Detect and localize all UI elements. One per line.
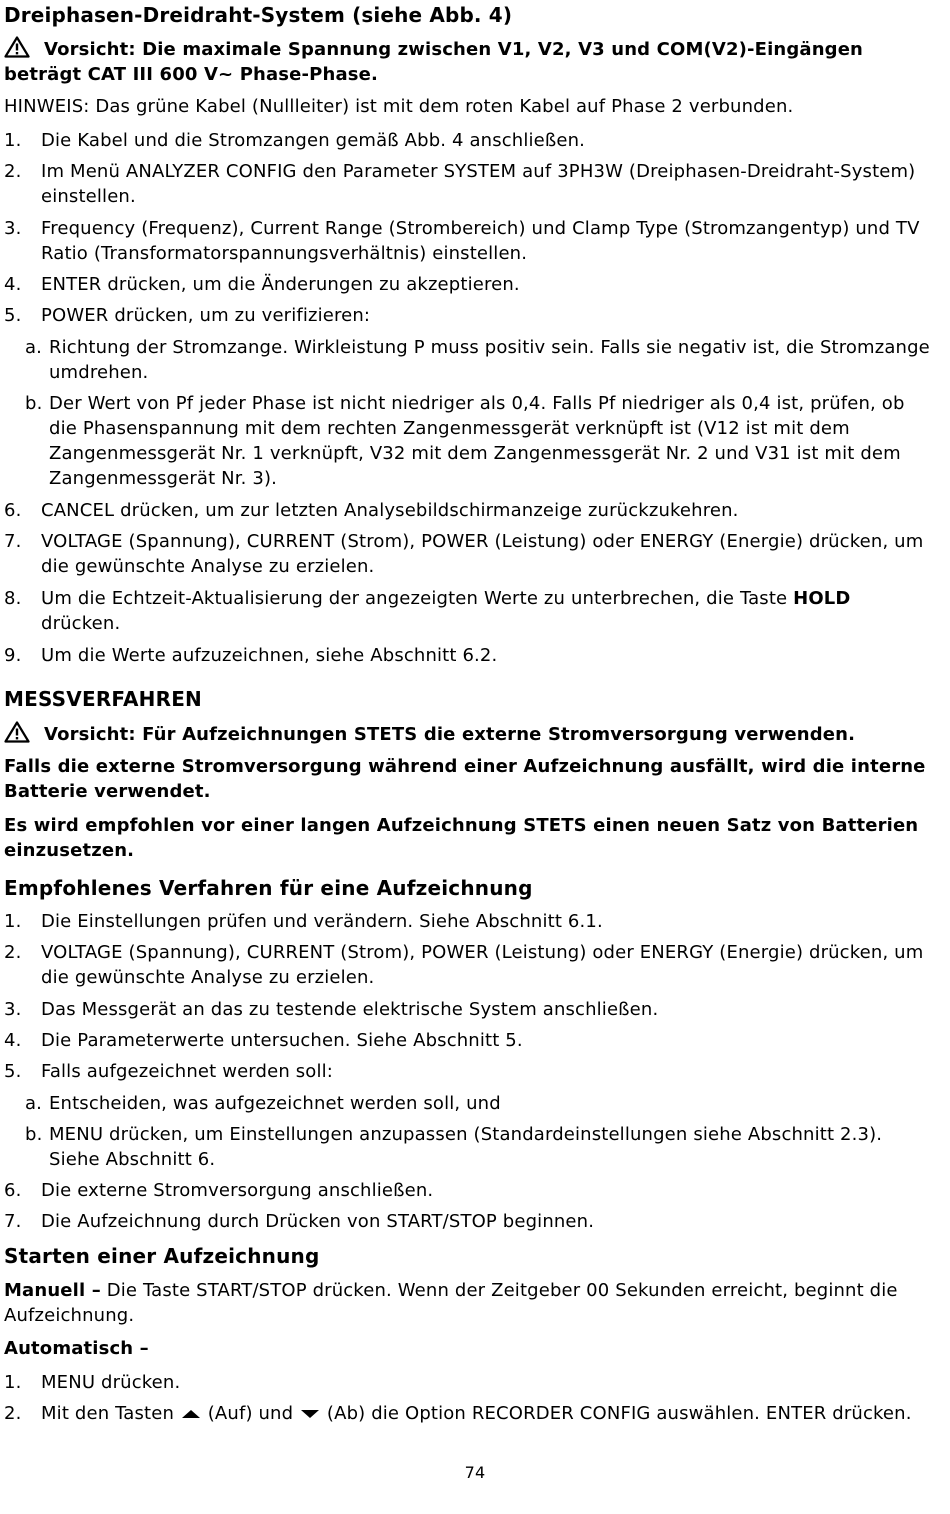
sub-list-item xyxy=(25,1122,934,1172)
sub-list-item xyxy=(25,335,934,385)
bold-paragraph: Falls die externe Stromversorgung während einer Aufzeichnung ausfällt, wird die interne Batterie verwendet. xyxy=(4,756,926,802)
list-number: 6. xyxy=(4,500,22,521)
list-item xyxy=(4,272,934,297)
list-item xyxy=(4,159,934,209)
list-text: Die Parameterwerte untersuchen. Siehe Abschnitt 5. xyxy=(41,1030,523,1051)
section-title: Empfohlenes Verfahren für eine Aufzeichnung xyxy=(4,876,533,900)
list-item xyxy=(4,216,934,266)
list-number: 3. xyxy=(4,218,22,239)
list-number: 1. xyxy=(4,130,22,151)
list-number: 8. xyxy=(4,588,22,609)
list-text: Die Einstellungen prüfen und verändern. Siehe Abschnitt 6.1. xyxy=(41,911,603,932)
list-number: 4. xyxy=(4,274,22,295)
list-text: Um die Werte aufzuzeichnen, siehe Abschnitt 6.2. xyxy=(41,645,498,666)
list-text: Die externe Stromversorgung anschließen. xyxy=(41,1180,434,1201)
list-text: CANCEL drücken, um zur letzten Analysebildschirmanzeige zurückzukehren. xyxy=(41,500,739,521)
list-text: Um die Echtzeit-Aktualisierung der angezeigten Werte zu unterbrechen, die Taste xyxy=(41,588,794,609)
caution-text: Vorsicht: Für Aufzeichnungen STETS die externe Stromversorgung verwenden. xyxy=(44,724,856,745)
list-number: 7. xyxy=(4,531,22,552)
manual-text: Die Taste START/STOP drücken. Wenn der Zeitgeber 00 Sekunden erreicht, beginnt die Aufzeichnung. xyxy=(4,1280,898,1326)
caution-note xyxy=(4,721,934,747)
list-number: 3. xyxy=(4,999,22,1020)
list-item xyxy=(4,586,934,636)
list-item xyxy=(4,1059,934,1084)
list-text: (Ab) die Option RECORDER CONFIG auswählen. ENTER drücken. xyxy=(321,1403,912,1424)
list-number: 6. xyxy=(4,1180,22,1201)
list-number: 2. xyxy=(4,161,22,182)
list-item xyxy=(4,128,934,153)
list-number: 7. xyxy=(4,1211,22,1232)
sub-list-letter: b. xyxy=(25,393,43,414)
list-text: VOLTAGE (Spannung), CURRENT (Strom), POWER (Leistung) oder ENERGY (Energie) drücken, um die gewünschte Analyse zu erzielen. xyxy=(41,942,924,988)
list-item xyxy=(4,1401,934,1426)
sub-list-text: Entscheiden, was aufgezeichnet werden soll, und xyxy=(49,1093,501,1114)
list-item xyxy=(4,909,934,934)
automatic-label: Automatisch – xyxy=(4,1338,149,1359)
warning-icon xyxy=(4,36,30,58)
warning-icon xyxy=(4,721,30,743)
caution-text: Vorsicht: Die maximale Spannung zwischen V1, V2, V3 und COM(V2)-Eingängen beträgt CAT III 600 V~ Phase-Phase. xyxy=(4,39,864,85)
sub-list-text: Richtung der Stromzange. Wirkleistung P muss positiv sein. Falls sie negativ ist, die Stromzange umdrehen. xyxy=(49,337,930,383)
list-number: 1. xyxy=(4,1372,22,1393)
sub-list-item xyxy=(25,391,934,491)
list-text: ENTER drücken, um die Änderungen zu akzeptieren. xyxy=(41,274,520,295)
list-item xyxy=(4,1370,934,1395)
list-item xyxy=(4,940,934,990)
list-item xyxy=(4,643,934,668)
list-item xyxy=(4,1028,934,1053)
list-number: 4. xyxy=(4,1030,22,1051)
section-title: MESSVERFAHREN xyxy=(4,687,203,711)
bold-paragraph: Es wird empfohlen vor einer langen Aufzeichnung STETS einen neuen Satz von Batterien einzusetzen. xyxy=(4,815,919,861)
list-text: drücken. xyxy=(41,613,121,634)
list-item xyxy=(4,498,934,523)
list-number: 5. xyxy=(4,305,22,326)
manual-label: Manuell – xyxy=(4,1280,101,1301)
list-item xyxy=(4,303,934,328)
down-arrow-icon xyxy=(299,1408,321,1420)
sub-list-letter: a. xyxy=(25,337,43,358)
list-item xyxy=(4,1209,934,1234)
list-number: 9. xyxy=(4,645,22,666)
list-number: 2. xyxy=(4,942,22,963)
sub-list-letter: b. xyxy=(25,1124,43,1145)
manual-paragraph xyxy=(4,1278,934,1328)
sub-list-letter: a. xyxy=(25,1093,43,1114)
list-item xyxy=(4,529,934,579)
list-item xyxy=(4,997,934,1022)
section-title: Starten einer Aufzeichnung xyxy=(4,1244,320,1268)
list-item xyxy=(4,1178,934,1203)
list-number: 2. xyxy=(4,1403,22,1424)
hold-key-label: HOLD xyxy=(793,588,851,609)
up-arrow-icon xyxy=(180,1408,202,1420)
caution-note xyxy=(4,36,934,87)
list-text: POWER drücken, um zu verifizieren: xyxy=(41,305,371,326)
list-text: Die Aufzeichnung durch Drücken von START/STOP beginnen. xyxy=(41,1211,595,1232)
note-text: HINWEIS: Das grüne Kabel (Nullleiter) ist mit dem roten Kabel auf Phase 2 verbunden. xyxy=(4,96,794,117)
list-number: 1. xyxy=(4,911,22,932)
list-text: VOLTAGE (Spannung), CURRENT (Strom), POWER (Leistung) oder ENERGY (Energie) drücken, um die gewünschte Analyse zu erzielen. xyxy=(41,531,924,577)
list-text: Mit den Tasten xyxy=(41,1403,180,1424)
list-text: MENU drücken. xyxy=(41,1372,181,1393)
list-text: Die Kabel und die Stromzangen gemäß Abb. 4 anschließen. xyxy=(41,130,586,151)
list-text: Im Menü ANALYZER CONFIG den Parameter SYSTEM auf 3PH3W (Dreiphasen-Dreidraht-System) einstellen. xyxy=(41,161,916,207)
list-text: Das Messgerät an das zu testende elektrische System anschließen. xyxy=(41,999,659,1020)
sub-list-text: Der Wert von Pf jeder Phase ist nicht niedriger als 0,4. Falls Pf niedriger als 0,4 ist, prüfen, ob die Phasenspannung mit dem rechten Zangenmessgerät verknüpft ist (V12 ist mit dem Zangenmessgerät Nr. 1 verknüpft, V32 mit dem Zangenmessgerät Nr. 2 und V31 ist mit dem Zangenmessgerät Nr. 3). xyxy=(49,393,905,489)
sub-list-text: MENU drücken, um Einstellungen anzupassen (Standardeinstellungen siehe Abschnitt 2.3). Siehe Abschnitt 6. xyxy=(49,1124,883,1170)
list-text: Falls aufgezeichnet werden soll: xyxy=(41,1061,333,1082)
list-text: (Auf) und xyxy=(201,1403,300,1424)
list-number: 5. xyxy=(4,1061,22,1082)
sub-list-item xyxy=(25,1091,934,1116)
section-title: Dreiphasen-Dreidraht-System (siehe Abb. 4) xyxy=(4,3,513,27)
page-number: 74 xyxy=(464,1463,486,1482)
list-text: Frequency (Frequenz), Current Range (Strombereich) und Clamp Type (Stromzangentyp) und TV Ratio (Transformatorspannungsverhältnis) einstellen. xyxy=(41,218,920,264)
